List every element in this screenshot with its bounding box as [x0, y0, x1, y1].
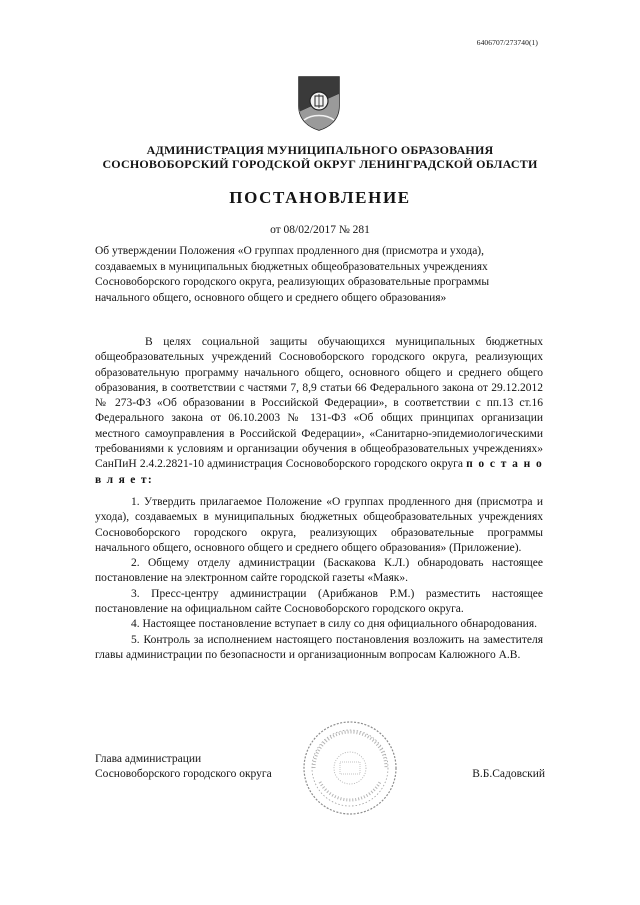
signatory-position-line: Глава администрации [95, 753, 202, 765]
signatory-position [95, 752, 272, 782]
decree-item: 1. Утвердить прилагаемое Положение «О группах продленного дня (присмотра и ухода), создаваемых в муниципальных бюджетных общеобразовательных учреждениях Сосновоборского городского округа, реализующих образовательные программы начального общего, основного общего и среднего общего образования» (Приложение). [95, 496, 543, 554]
decree-item: 5. Контроль за исполнением настоящего постановления возложить на заместителя главы администрации по безопасности и организационным вопросам Калюжного А.В. [95, 633, 543, 661]
subject-line: Об утверждении Положения «О группах продленного дня (присмотра и ухода), [95, 245, 485, 257]
decree-item: 4. Настоящее постановление вступает в силу со дня официального обнародования. [131, 618, 538, 631]
coat-of-arms-emblem [296, 74, 342, 132]
document-code: 6406707/273740(1) [476, 38, 538, 47]
preamble-paragraph [95, 335, 543, 488]
official-seal-stamp [300, 718, 400, 818]
preamble-section [95, 335, 543, 488]
preamble-text: В целях социальной защиты обучающихся муниципальных бюджетных общеобразовательных учреждений Сосновоборского городского округа, реализующих образовательную программу начального общего, основного общего и среднего общего образования, в соответствии с частями 7, 8,9 статьи 66 Федерального закона от 29.12.2012 № 273-ФЗ «Об образовании в Российской Федерации», в соответствии с пп.13 ст.16 Федерального закона от 06.10.2003 № 131-ФЗ «Об общих принципах организации местного самоуправления в Российской Федерации», «Санитарно-эпидемиологическими требованиями к условиям и организации обучения в общеобразовательных учреждениях» СанПиН 2.4.2.2821-10 администрация Сосновоборского городского округа [95, 336, 543, 471]
decree-items [95, 495, 543, 663]
document-title: ПОСТАНОВЛЕНИЕ [229, 188, 411, 207]
signatory-position-line: Сосновоборского городского округа [95, 768, 272, 780]
decree-item: 3. Пресс-центру администрации (Арибжанов Р.М.) разместить настоящее постановление на официальном сайте Сосновоборского городского округа. [95, 587, 543, 616]
organization-name-line-2: СОСНОВОБОРСКИЙ ГОРОДСКОЙ ОКРУГ ЛЕНИНГРАДСКОЙ ОБЛАСТИ [102, 157, 538, 171]
subject-line: Сосновоборского городского округа, реализующих образовательные программы [95, 276, 490, 288]
subject-line: создаваемых в муниципальных бюджетных общеобразовательных учреждениях [95, 260, 488, 273]
decree-item: 2. Общему отделу администрации (Баскакова К.Л.) обнародовать настоящее постановление на электронном сайте городской газеты «Маяк». [95, 557, 543, 585]
date-and-number: от 08/02/2017 № 281 [270, 224, 370, 236]
signatory-name: В.Б.Садовский [472, 768, 545, 780]
document-subject [95, 244, 545, 306]
decree-word: п о с т а н о в л я е т: [95, 458, 543, 486]
subject-line: начального общего, основного общего и среднего общего образования» [95, 291, 447, 304]
organization-name-line-1: АДМИНИСТРАЦИЯ МУНИЦИПАЛЬНОГО ОБРАЗОВАНИЯ [146, 143, 494, 157]
